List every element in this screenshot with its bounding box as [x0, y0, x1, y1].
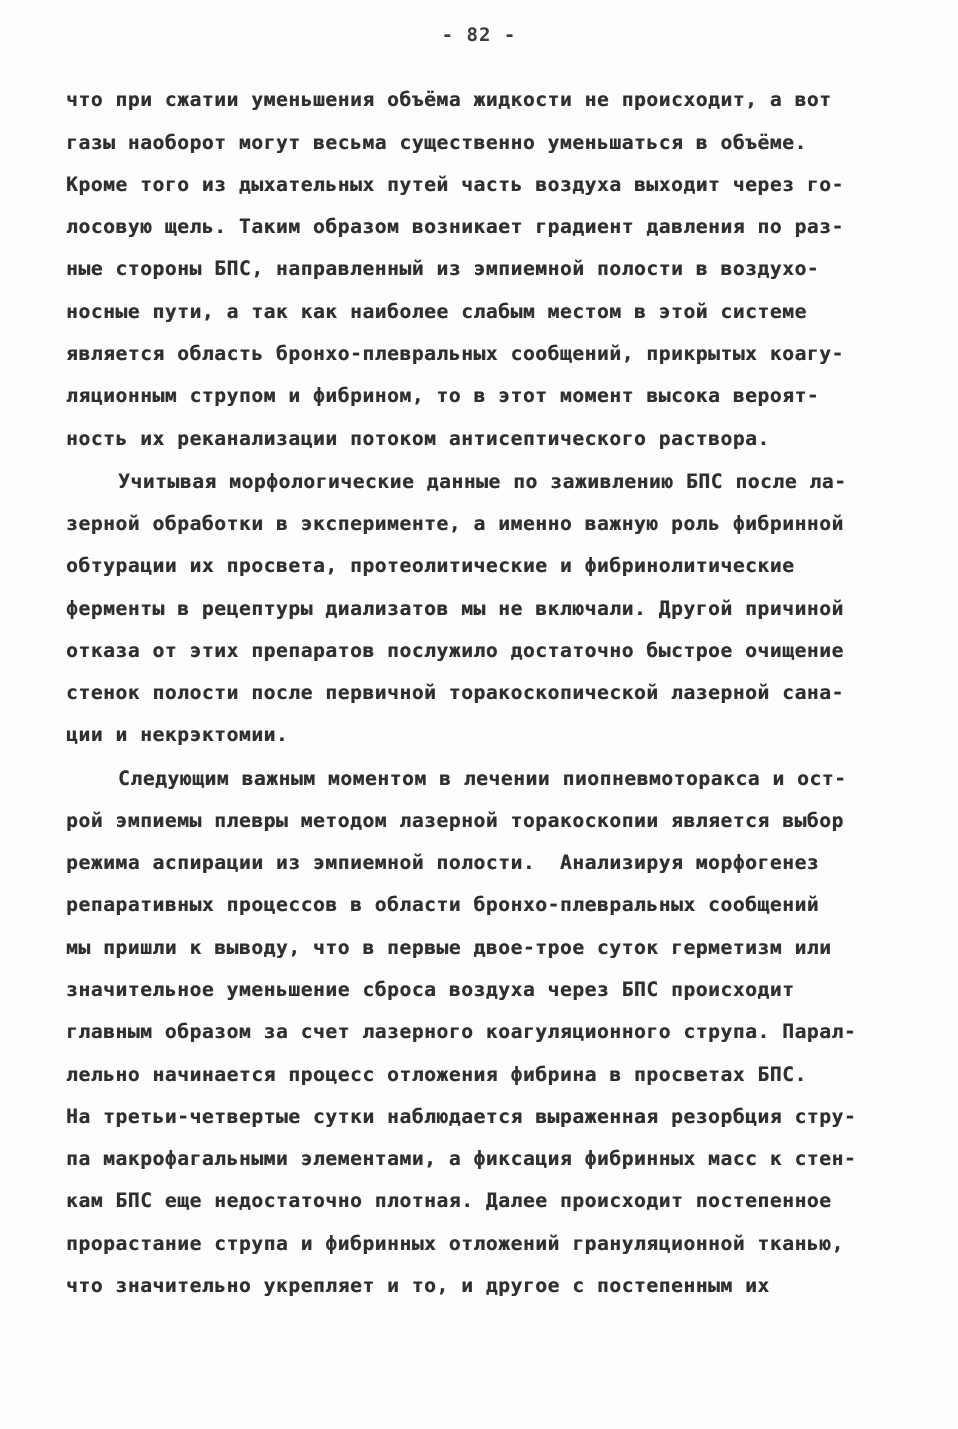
text-line: прорастание струпа и фибринных отложений грануляционной тканью,: [66, 1232, 844, 1255]
text-line: рой эмпиемы плевры методом лазерной торакоскопии является выбор: [66, 809, 844, 832]
page-number: - 82 -: [441, 24, 517, 46]
text-line: ляционным струпом и фибрином, то в этот момент высока вероят-: [66, 384, 820, 407]
text-line: является область бронхо-плевральных сообщений, прикрытых коагу-: [66, 342, 844, 365]
text-line: отказа от этих препаратов послужило достаточно быстрое очищение: [66, 639, 844, 662]
text-line: лельно начинается процесс отложения фибрина в просветах БПС.: [66, 1063, 807, 1086]
text-line: Кроме того из дыхательных путей часть воздуха выходит через го-: [66, 173, 844, 196]
text-line: главным образом за счет лазерного коагуляционного струпа. Парал-: [66, 1020, 857, 1043]
text-line: ферменты в рецептуры диализатов мы не включали. Другой причиной: [66, 597, 844, 620]
text-line: ность их реканализации потоком антисептического раствора.: [66, 427, 770, 450]
text-line: лосовую щель. Таким образом возникает градиент давления по раз-: [66, 215, 844, 238]
text-line: режима аспирации из эмпиемной полости. Анализируя морфогенез: [66, 851, 820, 874]
text-line: кам БПС еще недостаточно плотная. Далее происходит постепенное: [66, 1189, 832, 1212]
text-line: обтурации их просвета, протеолитические и фибринолитические: [66, 554, 795, 577]
text-line: ции и некрэктомии.: [66, 723, 289, 746]
text-line: зерной обработки в эксперименте, а именно важную роль фибринной: [66, 512, 844, 535]
text-line: газы наоборот могут весьма существенно уменьшаться в объёме.: [66, 131, 807, 154]
text-line: значительное уменьшение сброса воздуха через БПС происходит: [66, 978, 795, 1001]
text-line: что при сжатии уменьшения объёма жидкости не происходит, а вот: [66, 88, 832, 111]
text-line: мы пришли к выводу, что в первые двое-трое суток герметизм или: [66, 936, 832, 959]
text-line: па макрофагальными элементами, а фиксация фибринных масс к стен-: [66, 1147, 857, 1170]
text-line: что значительно укрепляет и то, и другое с постепенным их: [66, 1274, 770, 1297]
paragraph-first-line: Учитывая морфологические данные по заживлению БПС после ла-: [118, 470, 847, 493]
text-line: стенок полости после первичной торакоскопической лазерной сана-: [66, 681, 844, 704]
text-line: На третьи-четвертые сутки наблюдается выраженная резорбция стру-: [66, 1105, 857, 1128]
text-line: ные стороны БПС, направленный из эмпиемной полости в воздухо-: [66, 257, 820, 280]
paragraph-first-line: Следующим важным моментом в лечении пиопневмоторакса и ост-: [118, 767, 847, 790]
text-line: носные пути, а так как наиболее слабым местом в этой системе: [66, 300, 807, 323]
text-line: репаративных процессов в области бронхо-плевральных сообщений: [66, 893, 820, 916]
